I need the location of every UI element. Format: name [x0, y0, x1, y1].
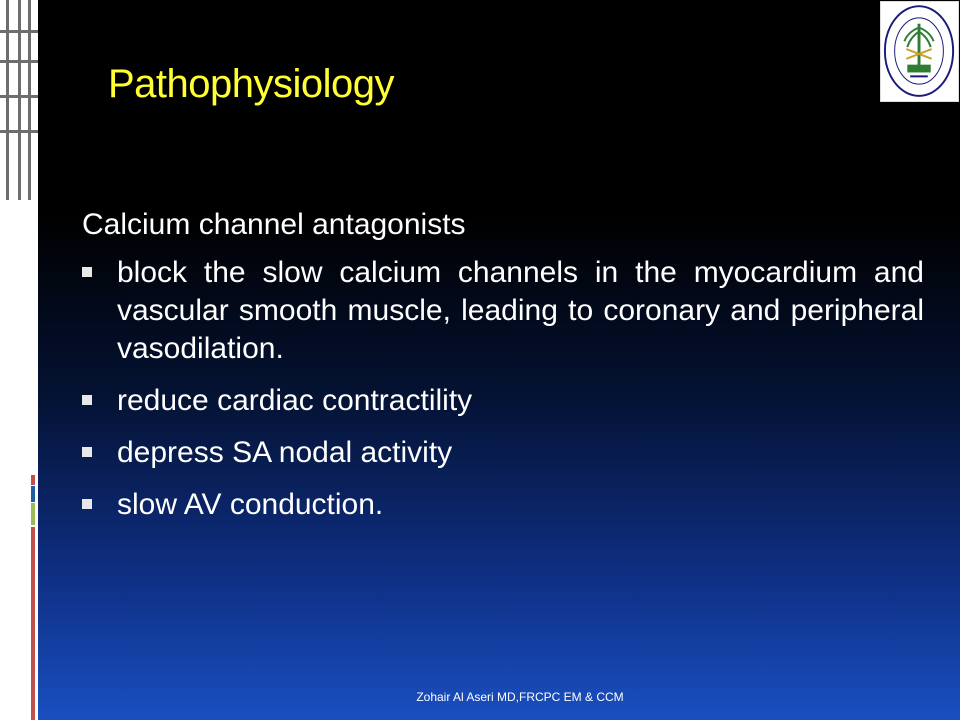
slide-body: [82, 206, 924, 538]
grid-pattern-graphic: [0, 0, 38, 200]
slide-title: Pathophysiology: [108, 62, 395, 106]
bullet-text: depress SA nodal activity: [117, 436, 453, 469]
list-item: [82, 382, 924, 420]
bullet-text: block the slow calcium channels in the myocardium and vascular smooth muscle, leading to coronary and peripheral vasodilation.: [117, 256, 924, 365]
bullet-text: reduce cardiac contractility: [117, 384, 473, 417]
square-bullet-icon: [82, 447, 92, 457]
accent-bar-red-small: [31, 475, 35, 485]
king-saud-university-logo-icon: [880, 1, 959, 102]
square-bullet-icon: [82, 499, 92, 509]
bullet-text: slow AV conduction.: [117, 488, 384, 521]
slide-footer: Zohair Al Aseri MD,FRCPC EM & CCM: [416, 690, 624, 704]
bullet-list: [82, 254, 924, 524]
accent-bar-green: [31, 503, 35, 525]
list-item: [82, 486, 924, 524]
body-heading: Calcium channel antagonists: [82, 208, 466, 241]
list-item: [82, 254, 924, 368]
accent-bar-blue: [31, 486, 35, 502]
square-bullet-icon: [82, 267, 92, 277]
square-bullet-icon: [82, 395, 92, 405]
list-item: [82, 434, 924, 472]
